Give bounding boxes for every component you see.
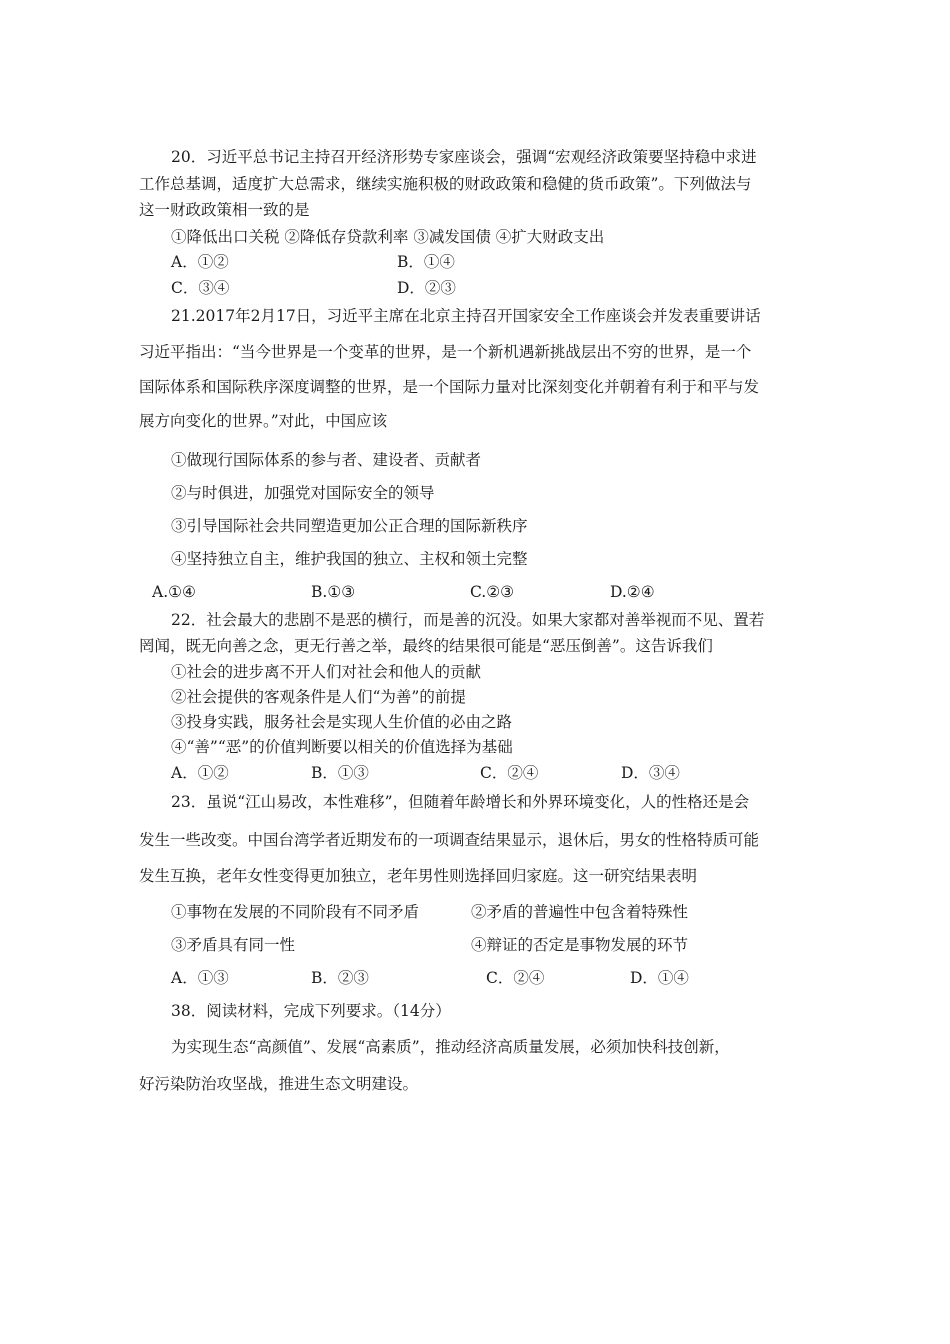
q23-item-4: ④辩证的否定是事物发展的环节 — [471, 936, 689, 954]
q21-item-1: ①做现行国际体系的参与者、建设者、贡献者 — [171, 451, 482, 469]
q20-option-d: D．②③ — [397, 279, 456, 297]
q38-material-line-1: 为实现生态“高颜值”、发展“高素质”，推动经济高质量发展，必须加快科技创新， — [171, 1038, 730, 1056]
q22-item-2: ②社会提供的客观条件是人们“为善”的前提 — [171, 688, 466, 706]
q23-item-1: ①事物在发展的不同阶段有不同矛盾 — [171, 903, 420, 921]
q20-stem-line-2: 工作总基调，适度扩大总需求，继续实施积极的财政政策和稳健的货币政策”。下列做法与 — [139, 175, 752, 193]
q22-option-d: D．③④ — [621, 764, 680, 782]
q23-stem-line-3: 发生互换，老年女性变得更加独立，老年男性则选择回归家庭。这一研究结果表明 — [139, 867, 698, 885]
q22-stem-line-2: 罔闻，既无向善之念，更无行善之举，最终的结果很可能是“恶压倒善”。这告诉我们 — [139, 637, 713, 655]
q21-option-d: D.②④ — [610, 583, 655, 601]
q21-stem-line-2: 习近平指出：“当今世界是一个变革的世界，是一个新机遇新挑战层出不穷的世界，是一个 — [139, 343, 752, 361]
q23-option-c: C．②④ — [486, 969, 545, 987]
q23-option-b: B．②③ — [311, 969, 369, 987]
q23-stem-line-1: 23．虽说“江山易改，本性难移”，但随着年龄增长和外界环境变化，人的性格还是会 — [171, 793, 750, 811]
q20-option-a: A．①② — [171, 253, 229, 271]
q22-item-3: ③投身实践，服务社会是实现人生价值的必由之路 — [171, 713, 513, 731]
q22-option-c: C．②④ — [480, 764, 539, 782]
q20-stem-line-3: 这一财政政策相一致的是 — [139, 201, 310, 219]
q23-item-2: ②矛盾的普遍性中包含着特殊性 — [471, 903, 689, 921]
q22-stem-line-1: 22．社会最大的悲剧不是恶的横行，而是善的沉没。如果大家都对善举视而不见、置若 — [171, 611, 765, 629]
q38-title: 38．阅读材料，完成下列要求。（14分） — [171, 1002, 451, 1020]
q21-option-b: B.①③ — [311, 583, 356, 601]
q23-option-d: D．①④ — [630, 969, 689, 987]
q20-items: ①降低出口关税 ②降低存贷款利率 ③减发国债 ④扩大财政支出 — [171, 228, 605, 246]
q20-option-b: B．①④ — [397, 253, 455, 271]
q20-stem-line-1: 20．习近平总书记主持召开经济形势专家座谈会，强调“宏观经济政策要坚持稳中求进 — [171, 148, 757, 166]
q21-stem-line-3: 国际体系和国际秩序深度调整的世界，是一个国际力量对比深刻变化并朝着有利于和平与发 — [139, 378, 760, 396]
q23-option-a: A．①③ — [171, 969, 229, 987]
q21-item-3: ③引导国际社会共同塑造更加公正合理的国际新秩序 — [171, 517, 528, 535]
q38-material-line-2: 好污染防治攻坚战，推进生态文明建设。 — [139, 1075, 419, 1093]
q23-item-3: ③矛盾具有同一性 — [171, 936, 296, 954]
q21-stem-line-1: 21.2017年2月17日，习近平主席在北京主持召开国家安全工作座谈会并发表重要讲话 — [171, 307, 761, 325]
q21-option-a: A.①④ — [152, 583, 196, 601]
q22-item-1: ①社会的进步离不开人们对社会和他人的贡献 — [171, 663, 482, 681]
q23-stem-line-2: 发生一些改变。中国台湾学者近期发布的一项调查结果显示，退休后，男女的性格特质可能 — [139, 831, 760, 849]
q21-item-2: ②与时俱进，加强党对国际安全的领导 — [171, 484, 435, 502]
q21-option-c: C.②③ — [470, 583, 515, 601]
q22-option-b: B．①③ — [311, 764, 369, 782]
q20-option-c: C．③④ — [171, 279, 230, 297]
q22-option-a: A．①② — [171, 764, 229, 782]
q22-item-4: ④“善”“恶”的价值判断要以相关的价值选择为基础 — [171, 738, 513, 756]
q21-item-4: ④坚持独立自主，维护我国的独立、主权和领土完整 — [171, 550, 528, 568]
q21-stem-line-4: 展方向变化的世界。”对此，中国应该 — [139, 412, 388, 430]
